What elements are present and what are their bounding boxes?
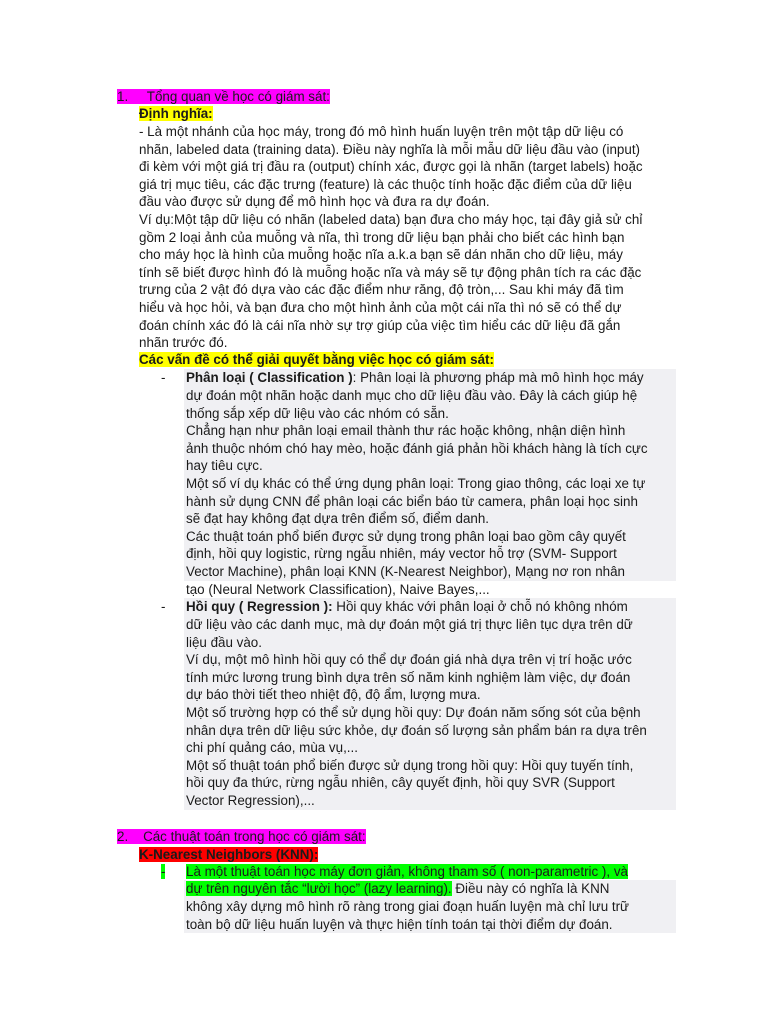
regression-line: dữ liệu vào các danh mục, mà dự đoán một giá trị thực liên tục dựa trên dữ	[186, 617, 633, 632]
section-2-heading	[117, 828, 366, 846]
regression-line: Một số trường hợp có thể sử dụng hồi quy: Dự đoán năm sống sót của bệnh	[186, 705, 641, 720]
classification-line: Chẳng hạn như phân loại email thành thư rác hoặc không, nhận diện hình	[186, 423, 626, 439]
knn-line-1: Là một thuật toán học máy đơn giản, không tham số ( non-parametric ), và	[186, 864, 628, 879]
section-1-title: Tổng quan về học có giám sát:	[146, 89, 330, 104]
definition-line: nhãn trước đó.	[139, 335, 228, 351]
section-1-number: 1.	[117, 89, 129, 104]
definition-line: - Là một nhánh của học máy, trong đó mô hình huấn luyện trên một tập dữ liệu có	[139, 124, 624, 139]
knn-line-2: dự trên nguyên tắc “lười học” (lazy learning). Điều này có nghĩa là KNN	[186, 881, 610, 896]
classification-first-line: Phân loại ( Classification ): Phân loại là phương pháp mà mô hình học máy	[186, 370, 644, 385]
definition-line: hiểu và học hỏi, và bạn đưa cho một hình ảnh của một cái nĩa thì nó sẽ có thể dự	[139, 300, 622, 315]
definition-line: đầu vào được sử dụng để mô hình học và đưa ra dự đoán.	[139, 194, 490, 210]
classification-term: Phân loại ( Classification )	[186, 370, 353, 385]
classification-line: dự đoán một nhãn hoặc danh mục cho dữ liệu đầu vào. Đây là cách giúp hệ	[186, 388, 638, 403]
classification-line: ảnh thuộc nhóm chó hay mèo, hoặc đánh giá phản hồi khách hàng là tích cực	[186, 440, 648, 456]
definition-line: đoán chính xác đó là cái nĩa nhờ sự trợ giúp của việc tìm hiểu các dữ liệu đã gắn	[139, 317, 621, 333]
definition-line: trưng của 2 vật đó dựa vào các đặc điểm như răng, độ tròn,... Sau khi máy đã tìm	[139, 282, 624, 298]
regression-line: dự báo thời tiết theo nhiệt độ, độ ẩm, lượng mưa.	[186, 687, 481, 703]
classification-line: Vector Machine), phân loại KNN (K-Nearest Neighbor), Mạng nơ ron nhân	[186, 564, 625, 579]
regression-line: tính mức lương trung bình dựa trên số năm kinh nghiệm làm việc, dự đoán	[186, 669, 631, 685]
classification-line: tạo (Neural Network Classification), Naive Bayes,...	[186, 581, 490, 597]
knn-title: K-Nearest Neighbors (KNN):	[139, 847, 319, 862]
regression-line: nhân dựa trên dữ liệu sức khỏe, dự đoán số lượng sản phẩm bán ra dựa trên	[186, 722, 647, 738]
definition-line: nhãn, labeled data (training data). Điều này nghĩa là mỗi mẫu dữ liệu đầu vào (input)	[139, 141, 641, 157]
regression-first-line: Hồi quy ( Regression ): Hồi quy khác với phân loại ở chỗ nó không nhóm	[186, 599, 628, 614]
classification-line: sẽ đạt hay không đạt dựa trên điểm số, điểm danh.	[186, 511, 490, 527]
definition-line: gồm 2 loại ảnh của muỗng và nĩa, thì trong dữ liệu bạn phải cho biết các hình bạn	[139, 229, 625, 245]
regression-term: Hồi quy ( Regression ):	[186, 599, 333, 614]
definition-line: tính sẽ biết được hình đó là muỗng hoặc nĩa và máy sẽ tự động phân tích ra các đặc	[139, 264, 642, 280]
section-2-number: 2.	[117, 829, 129, 844]
classification-line: hành sử dụng CNN để phân loại các biển báo từ camera, phân loại học sinh	[186, 493, 638, 509]
knn-bullet: -	[161, 864, 166, 879]
problems-title: Các vấn đề có thể giải quyết bằng việc học có giám sát:	[139, 352, 494, 367]
definition-title: Định nghĩa:	[139, 106, 213, 121]
classification-line: Các thuật toán phổ biến được sử dụng trong phân loại bao gồm cây quyết	[186, 528, 626, 544]
definition-line: Ví dụ:Một tập dữ liệu có nhãn (labeled data) bạn đưa cho máy học, tại đây giả sử chỉ	[139, 212, 643, 227]
classification-line: hay tiêu cực.	[186, 458, 263, 474]
classification-line: Một số ví dụ khác có thể ứng dụng phân loại: Trong giao thông, các loại xe tự	[186, 476, 646, 491]
regression-line: chi phí quảng cáo, mùa vụ,...	[186, 740, 358, 756]
section-2-title: Các thuật toán trong học có giám sát:	[143, 829, 366, 844]
regression-line: hồi quy đa thức, rừng ngẫu nhiên, cây quyết định, hồi quy SVR (Support	[186, 775, 615, 791]
definition-line: đi kèm với một giá trị đầu ra (output) chính xác, được gọi là nhãn (target labels) hoặc	[139, 159, 643, 175]
classification-line: định, hồi quy logistic, rừng ngẫu nhiên, máy vector hỗ trợ (SVM- Support	[186, 546, 617, 562]
regression-line: Một số thuật toán phổ biến được sử dụng trong hồi quy: Hồi quy tuyến tính,	[186, 757, 634, 773]
regression-bullet: -	[161, 599, 166, 614]
definition-line: giá trị mục tiêu, các đặc trưng (feature) là các thuộc tính hoặc đặc điểm của dữ liệu	[139, 176, 632, 192]
regression-line: Vector Regression),...	[186, 793, 315, 808]
knn-line: toàn bộ dữ liệu huấn luyện và thực hiện tính toán tại thời điểm dự đoán.	[186, 916, 613, 932]
regression-line: liệu đầu vào.	[186, 634, 262, 650]
knn-line: không xây dựng mô hình rõ ràng trong giai đoạn huấn luyện mà chỉ lưu trữ	[186, 899, 630, 914]
section-1-heading	[117, 88, 330, 106]
classification-line: thống sắp xếp dữ liệu vào các nhóm có sẵn.	[186, 405, 449, 421]
definition-line: cho máy học là hình của muỗng hoặc nĩa a.k.a bạn sẽ dán nhãn cho dữ liệu, máy	[139, 247, 623, 263]
classification-bullet: -	[161, 370, 166, 385]
regression-line: Ví dụ, một mô hình hồi quy có thể dự đoán giá nhà dựa trên vị trí hoặc ước	[186, 652, 632, 668]
